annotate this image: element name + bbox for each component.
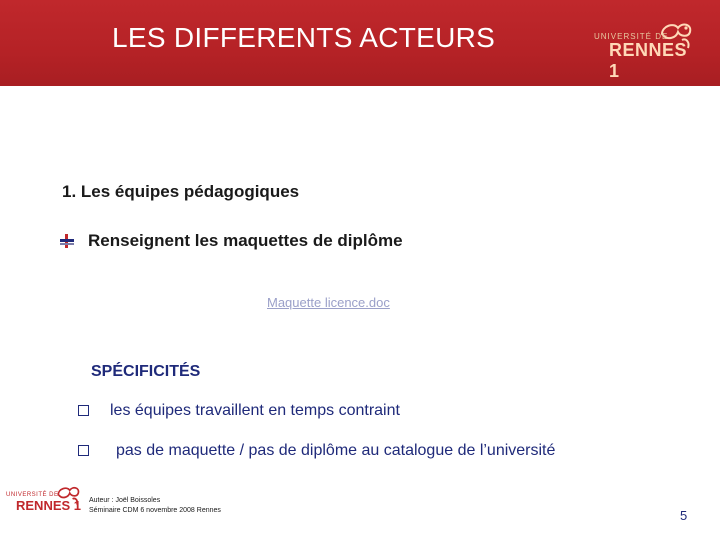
specificity-item: pas de maquette / pas de diplôme au catalogue de l’université [116, 442, 556, 459]
university-logo [594, 20, 698, 81]
footer-university-logo [6, 484, 86, 518]
numbered-item: 1. Les équipes pédagogiques [62, 182, 300, 201]
bullet-icon [60, 234, 74, 248]
event-line: Séminaire CDM 6 novembre 2008 Rennes [89, 507, 221, 514]
logo-name: RENNES 1 [609, 40, 688, 81]
document-link[interactable]: Maquette licence.doc [267, 295, 390, 310]
page-number: 5 [680, 508, 688, 523]
logo-top-text: UNIVERSITÉ DE [6, 492, 59, 498]
logo-top-text: UNIVERSITÉ DE [594, 32, 669, 41]
specificity-item: les équipes travaillent en temps contraint [110, 402, 400, 419]
footer-credits [89, 496, 221, 516]
checkbox-bullet-icon [78, 405, 89, 416]
specificities-title: SPÉCIFICITÉS [91, 363, 201, 380]
author-line: Auteur : Joël Boissoles [89, 497, 161, 504]
slide-title: LES DIFFERENTS ACTEURS [112, 22, 496, 53]
checkbox-bullet-icon [78, 445, 89, 456]
bullet-item: Renseignent les maquettes de diplôme [88, 231, 403, 250]
logo-name: RENNES 1 [16, 498, 82, 513]
slide-header [0, 0, 720, 86]
